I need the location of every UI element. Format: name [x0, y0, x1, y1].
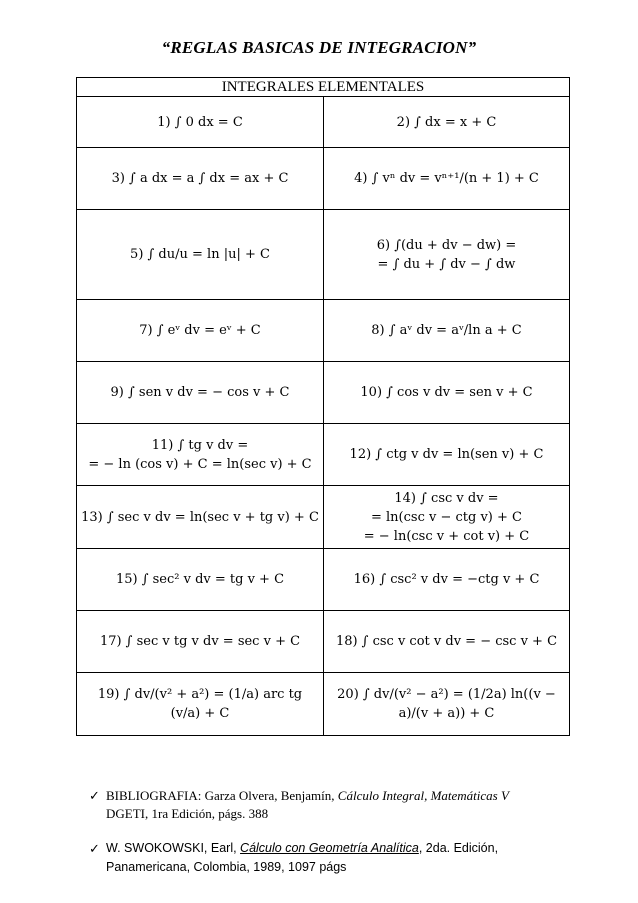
table-header: INTEGRALES ELEMENTALES: [77, 78, 570, 97]
formula-cell: [324, 549, 570, 611]
formula-cell: [324, 673, 570, 736]
formula: 9) ∫ sen v dv = − cos v + C: [110, 385, 290, 400]
formula: 14) ∫ csc v dv = = ln(csc v − ctg v) + C = − ln(csc v + cot v) + C: [363, 490, 530, 544]
formula: 4) ∫ vⁿ dv = vⁿ⁺¹/(n + 1) + C: [354, 171, 539, 186]
formula: 1) ∫ 0 dx = C: [157, 114, 243, 130]
formula: 18) ∫ csc v cot v dv = − csc v + C: [335, 634, 558, 649]
integration-rules-table: [76, 77, 570, 736]
formula-cell: [77, 673, 324, 736]
formula-cell: [324, 97, 570, 148]
table-row: [77, 210, 570, 300]
formula-cell: [77, 148, 324, 210]
formula-cell: [77, 300, 324, 362]
formula: 6) ∫(du + dv − dw) = = ∫ du + ∫ dv − ∫ dw: [376, 237, 517, 272]
formula: 12) ∫ ctg v dv = ln(sen v) + C: [349, 447, 544, 462]
formula: 3) ∫ a dx = a ∫ dx = ax + C: [111, 171, 289, 186]
formula-cell: [324, 424, 570, 486]
table-row: [77, 148, 570, 210]
formula: 13) ∫ sec v dv = ln(sec v + tg v) + C: [81, 509, 319, 525]
formula-cell: [324, 210, 570, 300]
formula: 19) ∫ dv/(v² + a²) = (1/a) arc tg (v/a) + C: [97, 687, 303, 721]
formula: 7) ∫ eᵛ dv = eᵛ + C: [139, 323, 261, 338]
table-header-row: [77, 78, 570, 97]
formula: 10) ∫ cos v dv = sen v + C: [360, 385, 533, 400]
formula-cell: [324, 300, 570, 362]
formula-cell: [324, 486, 570, 549]
formula: 20) ∫ dv/(v² − a²) = (1/2a) ln((v − a)/(v + a)) + C: [337, 687, 556, 721]
formula-cell: [324, 148, 570, 210]
checkmark-icon: ✓: [89, 841, 100, 856]
table-row: [77, 300, 570, 362]
formula-cell: [77, 97, 324, 148]
formula-cell: [77, 362, 324, 424]
formula: 15) ∫ sec² v dv = tg v + C: [115, 572, 285, 587]
formula-cell: [324, 611, 570, 673]
book-title-link[interactable]: Cálculo con Geometría Analítica: [240, 841, 419, 855]
page-title: “REGLAS BASICAS DE INTEGRACION”: [161, 38, 477, 57]
formula: 8) ∫ aᵛ dv = aᵛ/ln a + C: [371, 323, 522, 338]
formula: 5) ∫ du/u = ln |u| + C: [130, 247, 270, 262]
table-row: [77, 362, 570, 424]
bibliography-text: BIBLIOGRAFIA: Garza Olvera, Benjamín, Cálculo Integral, Matemáticas V DGETI, 1ra Edición, págs. 388: [106, 788, 509, 821]
formula-cell: [77, 611, 324, 673]
bibliography-item: [89, 839, 546, 877]
formula-cell: [77, 424, 324, 486]
formula: 11) ∫ tg v dv = = − ln (cos v) + C = ln(sec v) + C: [88, 437, 312, 472]
table-row: [77, 486, 570, 549]
formula-cell: [77, 486, 324, 549]
formula-cell: [324, 362, 570, 424]
formula-cell: [77, 210, 324, 300]
formula: 2) ∫ dx = x + C: [396, 114, 497, 130]
table-row: [77, 424, 570, 486]
checkmark-icon: ✓: [89, 788, 100, 803]
bibliography-text: W. SWOKOWSKI, Earl, Cálculo con Geometría Analítica, 2da. Edición, Panamericana, Colombia, 1989, 1097 págs: [106, 841, 499, 874]
table-row: [77, 673, 570, 736]
bibliography-item: [89, 787, 546, 823]
table-row: [77, 611, 570, 673]
table-row: [77, 549, 570, 611]
formula: 16) ∫ csc² v dv = −ctg v + C: [353, 572, 540, 587]
formula-cell: [77, 549, 324, 611]
formula: 17) ∫ sec v tg v dv = sec v + C: [99, 634, 301, 649]
book-title: Cálculo Integral, Matemáticas V: [337, 788, 509, 803]
table-row: [77, 97, 570, 148]
